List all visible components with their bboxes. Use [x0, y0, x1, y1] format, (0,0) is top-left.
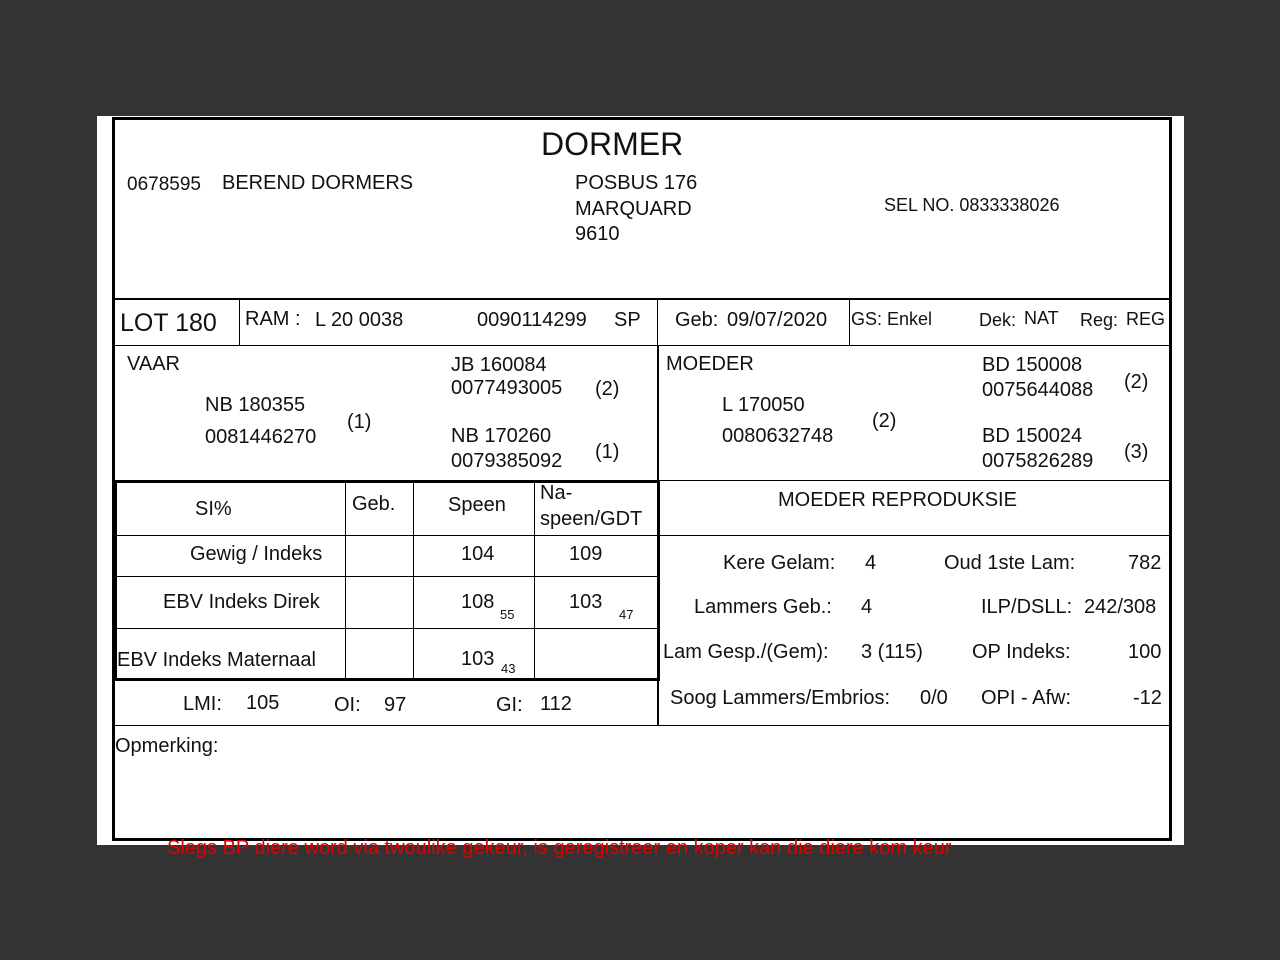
rule-v-naspeen: [534, 482, 535, 680]
address-line-1: POSBUS 176: [575, 172, 698, 194]
sire-label: VAAR: [127, 353, 180, 375]
birth-date: 09/07/2020: [727, 309, 828, 331]
col-si: SI%: [195, 498, 232, 520]
breeder-number: 0678595: [127, 174, 201, 195]
kere-value: 4: [865, 552, 877, 574]
dam-id: L 170050: [722, 394, 805, 416]
gi-value: 112: [540, 693, 572, 715]
row-label: Gewig / Indeks: [190, 543, 323, 565]
lot-number: LOT 180: [120, 309, 217, 337]
dam-dam-id: BD 150024: [982, 425, 1083, 447]
breed-title: DORMER: [541, 126, 684, 162]
sire-dam-code: (1): [595, 441, 620, 463]
lmi-value: 105: [246, 692, 280, 714]
row-naspeen: 109: [569, 543, 603, 565]
rule-v-middle-top: [657, 299, 658, 346]
lmi-label: LMI:: [183, 693, 222, 715]
gs-value: GS: Enkel: [851, 309, 933, 329]
sire-sire-id: JB 160084: [451, 354, 547, 376]
col-naspeen-1: Na-: [540, 482, 573, 504]
reg-label: Reg:: [1080, 310, 1119, 330]
col-speen: Speen: [448, 494, 506, 516]
breeder-name: BEREND DORMERS: [222, 172, 414, 194]
gesp-value: 3 (115): [861, 641, 923, 663]
row-speen: 104: [461, 543, 495, 565]
dam-dam-number: 0075826289: [982, 450, 1094, 472]
sire-number: 0081446270: [205, 426, 317, 448]
sire-dam-number: 0079385092: [451, 450, 563, 472]
card-border: [112, 117, 1172, 841]
rule-v-table-right: [657, 481, 660, 681]
row-label: EBV Indeks Maternaal: [117, 649, 316, 671]
op-value: 100: [1128, 641, 1162, 663]
rule-lot: [114, 345, 1172, 346]
dek-label: Dek:: [979, 310, 1017, 330]
ilp-value: 242/308: [1084, 596, 1157, 618]
oi-label: OI:: [334, 694, 361, 716]
row-naspeen-sub: 47: [619, 607, 634, 622]
row-naspeen: 103: [569, 591, 603, 613]
reg-value: REG: [1126, 309, 1166, 329]
dam-sire-id: BD 150008: [982, 354, 1083, 376]
dam-label: MOEDER: [666, 353, 754, 375]
ilp-label: ILP/DSLL:: [981, 596, 1073, 618]
lot-card: [97, 116, 1184, 859]
rule-v-lot: [239, 299, 240, 346]
col-naspeen-2: speen/GDT: [540, 508, 643, 530]
oi-value: 97: [384, 694, 407, 716]
ram-id: L 20 0038: [315, 309, 404, 331]
rule-row1: [114, 576, 660, 577]
row-speen: 108: [461, 591, 495, 613]
sire-dam-id: NB 170260: [451, 425, 552, 447]
row-speen-sub: 43: [501, 661, 516, 676]
gesp-label: Lam Gesp./(Gem):: [663, 641, 829, 663]
rule-table-head: [114, 535, 1172, 536]
phone-number: SEL NO. 0833338026: [884, 195, 1060, 215]
row-label: EBV Indeks Direk: [163, 591, 320, 613]
oud-label: Oud 1ste Lam:: [944, 552, 1076, 574]
rule-v-geb: [345, 482, 346, 680]
dam-dam-code: (3): [1124, 441, 1149, 463]
dam-code: (2): [872, 410, 897, 432]
ram-reg-number: 0090114299: [477, 309, 587, 331]
opi-label: OPI - Afw:: [981, 687, 1072, 709]
sire-code: (1): [347, 411, 372, 433]
rule-pedigree-right: [658, 480, 1172, 481]
lammers-value: 4: [861, 596, 873, 618]
reproduction-title: MOEDER REPRODUKSIE: [778, 489, 1017, 511]
birth-label: Geb:: [675, 309, 719, 331]
lammers-label: Lammers Geb.:: [694, 596, 832, 618]
rule-header: [114, 298, 1172, 300]
sire-sire-code: (2): [595, 378, 620, 400]
kere-label: Kere Gelam:: [723, 552, 836, 574]
sire-id: NB 180355: [205, 394, 306, 416]
ram-status: SP: [614, 309, 641, 331]
col-geb: Geb.: [352, 493, 396, 515]
rule-v-speen: [413, 482, 414, 680]
row-speen: 103: [461, 648, 495, 670]
footer-note: Slegs BP diere word via twoulike gekeur, is geregistreer en koper kan die diere kom keur: [167, 837, 952, 859]
op-label: OP Indeks:: [972, 641, 1071, 663]
soog-label: Soog Lammers/Embrios:: [670, 687, 891, 709]
dam-sire-code: (2): [1124, 371, 1149, 393]
address-line-3: 9610: [575, 223, 620, 245]
remarks-label: Opmerking:: [115, 735, 219, 757]
soog-value: 0/0: [920, 687, 948, 709]
dam-sire-number: 0075644088: [982, 379, 1094, 401]
sire-sire-number: 0077493005: [451, 377, 563, 399]
dam-number: 0080632748: [722, 425, 834, 447]
address-line-2: MARQUARD: [575, 198, 692, 220]
rule-v-gs: [849, 299, 850, 346]
oud-value: 782: [1128, 552, 1162, 574]
gi-label: GI:: [496, 694, 523, 716]
rule-row3: [114, 678, 660, 681]
rule-pedigree-left: [114, 480, 660, 483]
dek-value: NAT: [1024, 308, 1059, 328]
rule-row2: [114, 628, 660, 629]
rule-remarks: [114, 725, 1172, 726]
ram-label: RAM :: [245, 308, 301, 330]
row-speen-sub: 55: [500, 607, 515, 622]
opi-value: -12: [1133, 687, 1162, 709]
